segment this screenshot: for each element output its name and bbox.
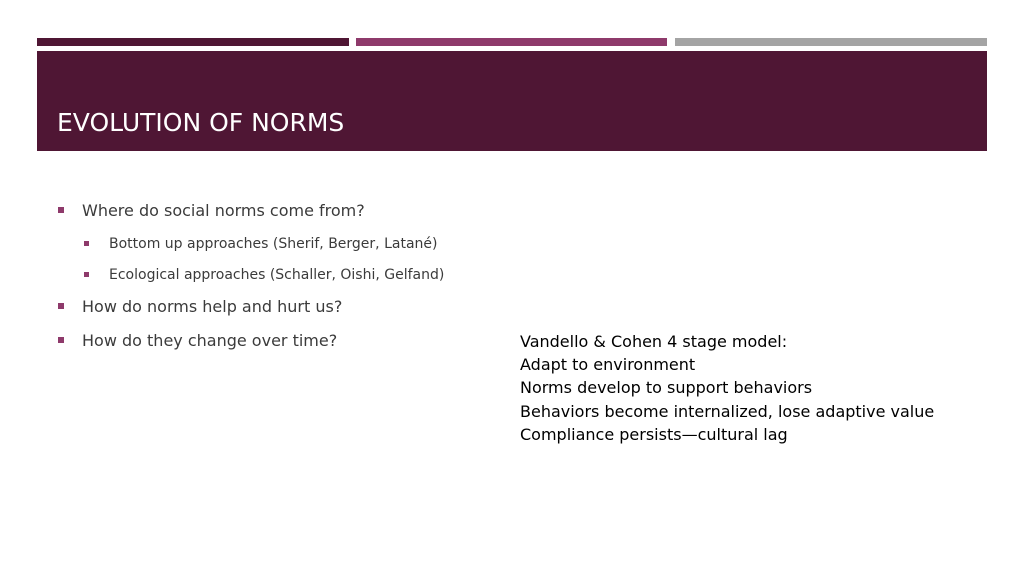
- square-bullet-icon: [58, 207, 64, 213]
- bullet-text: Bottom up approaches (Sherif, Berger, Latané): [109, 236, 438, 252]
- model-stage-2: Norms develop to support behaviors: [520, 378, 813, 398]
- bullet-text: How do norms help and hurt us?: [82, 297, 343, 316]
- square-bullet-icon: [58, 337, 64, 343]
- square-bullet-icon: [58, 303, 64, 309]
- bullet-text: How do they change over time?: [82, 331, 338, 350]
- bullet-text: Where do social norms come from?: [82, 201, 365, 220]
- square-bullet-icon: [84, 241, 89, 246]
- bullet-text: Ecological approaches (Schaller, Oishi, Gelfand): [109, 267, 445, 283]
- model-heading: Vandello & Cohen 4 stage model:: [520, 332, 788, 351]
- accent-bar-gray: [675, 38, 987, 46]
- bullet-list: [0, 0, 500, 576]
- model-text-box: [520, 330, 990, 446]
- square-bullet-icon: [84, 272, 89, 277]
- model-stage-4: Compliance persists—cultural lag: [520, 424, 788, 444]
- model-stage-3: Behaviors become internalized, lose adaptive value: [520, 401, 935, 421]
- slide-title: EVOLUTION OF NORMS: [57, 108, 345, 137]
- model-stage-1: Adapt to environment: [520, 355, 696, 375]
